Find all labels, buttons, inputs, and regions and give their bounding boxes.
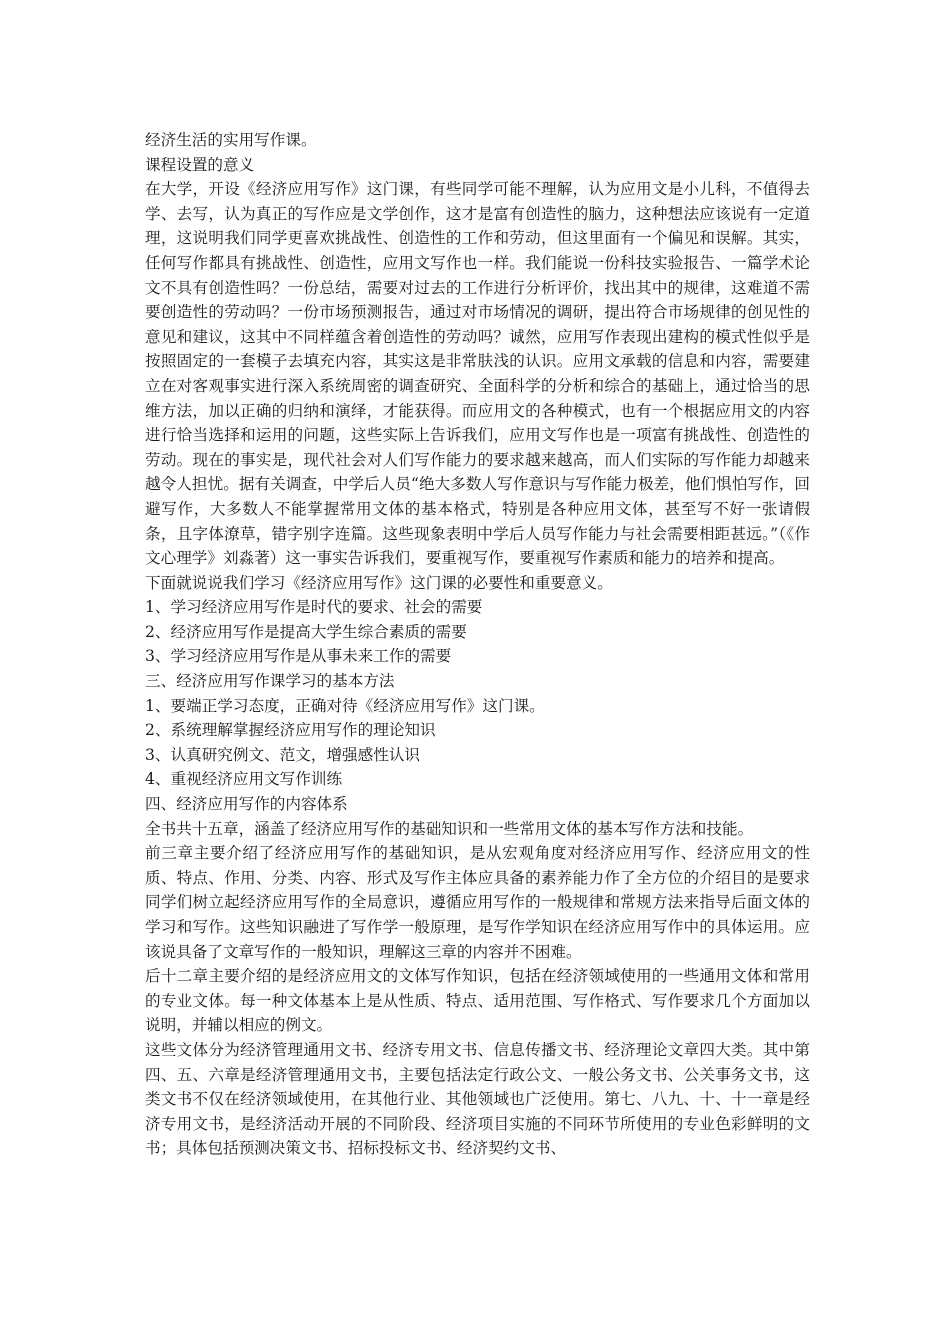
section-heading-content-system: 四、经济应用写作的内容体系 bbox=[145, 795, 348, 814]
paragraph-last-twelve-chapters: 后十二章主要介绍的是经济应用文的文体写作知识，包括在经济领域使用的一些通用文体和常用的专业文体。每一种文体基本上是从性质、特点、适用范围、写作格式、写作要求几个方面加以说明，并辅以相应的例文。 bbox=[145, 967, 810, 1035]
list-item-method-1: 1、要端正学习态度，正确对待《经济应用写作》这门课。 bbox=[145, 696, 545, 715]
list-item-necessity-1: 1、学习经济应用写作是时代的要求、社会的需要 bbox=[145, 598, 483, 617]
paragraph-book-overview: 全书共十五章，涵盖了经济应用写作的基础知识和一些常用文体的基本写作方法和技能。 bbox=[145, 819, 754, 838]
section-heading-study-methods: 三、经济应用写作课学习的基本方法 bbox=[145, 672, 395, 691]
paragraph-document-categories: 这些文体分为经济管理通用文书、经济专用文书、信息传播文书、经济理论文章四大类。其中第四、五、六章是经济管理通用文书，主要包括法定行政公文、一般公务文书、公关事务文书，这类文书不仅在经济领域使用，在其他行业、其他领域也广泛使用。第七、八九、十、十一章是经济专用文书，是经济活动开展的不同阶段、经济项目实施的不同环节所使用的专业色彩鲜明的文书；具体包括预测决策文书、招标投标文书、经济契约文书、 bbox=[145, 1040, 810, 1158]
list-item-necessity-3: 3、学习经济应用写作是从事未来工作的需要 bbox=[145, 647, 452, 666]
section-heading-course-significance: 课程设置的意义 bbox=[145, 155, 255, 174]
list-item-method-2: 2、系统理解掌握经济应用写作的理论知识 bbox=[145, 721, 436, 740]
paragraph-creativity: 在大学，开设《经济应用写作》这门课，有些同学可能不理解，认为应用文是小儿科，不值得去学、去写，认为真正的写作应是文学创作，这才是富有创造性的脑力，这种想法应该说有一定道理，这说明我们同学更喜欢挑战性、创造性的工作和劳动，但这里面有一个偏见和误解。其实，任何写作都具有挑战性、创造性，应用文写作也一样。我们能说一份科技实验报告、一篇学术论文不具有创造性吗？一份总结，需要对过去的工作进行分析评价，找出其中的规律，这难道不需要创造性的劳动吗？一份市场预测报告，通过对市场情况的调研，提出符合市场规律的创见性的意见和建议，这其中不同样蕴含着创造性的劳动吗？诚然，应用写作表现出建构的模式性似乎是按照固定的一套模子去填充内容，其实这是非常肤浅的认识。应用文承载的信息和内容，需要建立在对客观事实进行深入系统周密的调查研究、全面科学的分析和综合的基础上，通过恰当的思维方法，加以正确的归纳和演绎，才能获得。而应用文的各种模式，也有一个根据应用文的内容进行恰当选择和运用的问题，这些实际上告诉我们，应用文写作也是一项富有挑战性、创造性的劳动。现在的事实是，现代社会对人们写作能力的要求越来越高，而人们实际的写作能力却越来越令人担忧。据有关调查，中学后人员“绝大多数人写作意识与写作能力极差，他们惧怕写作，回避写作，大多数人不能掌握常用文体的基本格式，特别是各种应用文体，甚至写不好一张请假条，且字体潦草，错字别字连篇。这些现象表明中学后人员写作能力与社会需要相距甚远。”（《作文心理学》刘淼著）这一事实告诉我们，要重视写作，要重视写作素质和能力的培养和提高。 bbox=[145, 180, 810, 568]
document-body bbox=[145, 128, 810, 1161]
list-item-method-3: 3、认真研究例文、范文，增强感性认识 bbox=[145, 745, 421, 764]
paragraph-necessity-intro: 下面就说说我们学习《经济应用写作》这门课的必要性和重要意义。 bbox=[145, 573, 613, 592]
paragraph-first-three-chapters: 前三章主要介绍了经济应用写作的基础知识，是从宏观角度对经济应用写作、经济应用文的性质、特点、作用、分类、内容、形式及写作主体应具备的素养能力作了全方位的介绍目的是要求同学们树立起经济应用写作的全局意识，遵循应用写作的一般规律和常规方法来指导后面文体的学习和写作。这些知识融进了写作学一般原理，是写作学知识在经济应用写作中的具体运用。应该说具备了文章写作的一般知识，理解这三章的内容并不困难。 bbox=[145, 844, 810, 961]
list-item-necessity-2: 2、经济应用写作是提高大学生综合素质的需要 bbox=[145, 622, 467, 641]
list-item-method-4: 4、重视经济应用文写作训练 bbox=[145, 770, 343, 789]
paragraph-intro-line: 经济生活的实用写作课。 bbox=[145, 131, 317, 149]
